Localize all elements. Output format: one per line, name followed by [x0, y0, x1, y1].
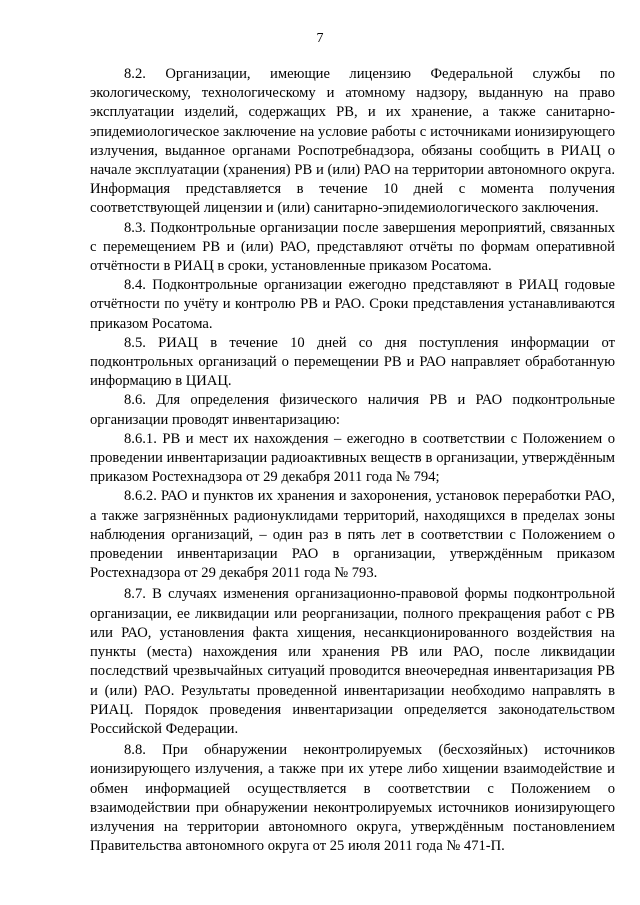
paragraph-8-5: 8.5. РИАЦ в течение 10 дней со дня поступления информации от подконтрольных организаций о перемещении РВ и РАО направляет обработанную информацию в ЦИАЦ. [90, 334, 615, 390]
paragraph-8-7: 8.7. В случаях изменения организационно-правовой формы подконтрольной организации, ее ликвидации или реорганизации, полного прекращения работ с РВ или РАО, установления факта хищения, несанкционированного воздействия на пункты (места) нахождения или хранения РВ или РАО, после ликвидации последствий чрезвычайных ситуаций проводится внеочередная инвентаризация РВ и (или) РАО. Результаты проведенной инвентаризации необходимо направлять в РИАЦ. Порядок проведения инвентаризации определяется законодательством Российской Федерации. [90, 586, 615, 737]
page-number: 7 [316, 31, 324, 46]
paragraph-8-6: 8.6. Для определения физического наличия РВ и РАО подконтрольные организации проводят инвентаризацию: [90, 392, 615, 428]
paragraph-8-8: 8.8. При обнаружении неконтролируемых (бесхозяйных) источников ионизирующего излучения, а также при их утере либо хищении взаимодействие и обмен информацией осуществляется в соответствии с Положением о взаимодействии при обнаружении неконтролируемых источников ионизирующего излучения на территории автономного округа, утверждённым постановлением Правительства автономного округа от 25 июля 2011 года № 471-П. [90, 742, 615, 855]
paragraph-8-4: 8.4. Подконтрольные организации ежегодно представляют в РИАЦ годовые отчётности по учёту и контролю РВ и РАО. Сроки представления устанавливаются приказом Росатома. [90, 277, 615, 332]
paragraph-8-6-1: 8.6.1. РВ и мест их нахождения – ежегодно в соответствии с Положением о проведении инвентаризации радиоактивных веществ в организации, утверждённым приказом Ростехнадзора от 29 декабря 2011 года № 794; [90, 430, 615, 486]
paragraph-8-6-2: 8.6.2. РАО и пунктов их хранения и захоронения, установок переработки РАО, а также загрязнённых радионуклидами территорий, находящихся в пределах зоны наблюдения организаций, – один раз в пять лет в соответствии с Положением о проведении инвентаризации РАО в организации, утверждённым приказом Ростехнадзора от 29 декабря 2011 года № 793. [90, 488, 615, 582]
document-body [90, 65, 615, 856]
paragraph-8-2: 8.2. Организации, имеющие лицензию Федеральной службы по экологическому, технологическому и атомному надзору, выданную на право эксплуатации изделий, содержащих РВ, и их хранение, а также санитарно-эпидемиологическое заключение на условие работы с источниками ионизирующего излучения, выданное органами Роспотребнадзора, обязаны сообщить в РИАЦ о начале эксплуатации (хранения) РВ и (или) РАО на территории автономного округа. Информация представляется в течение 10 дней с момента получения соответствующей лицензии и (или) санитарно-эпидемиологического заключения. [90, 66, 615, 217]
paragraph-8-3: 8.3. Подконтрольные организации после завершения мероприятий, связанных с перемещением РВ и (или) РАО, представляют отчёты по формам оперативной отчётности в РИАЦ в сроки, установленные приказом Росатома. [90, 219, 615, 275]
